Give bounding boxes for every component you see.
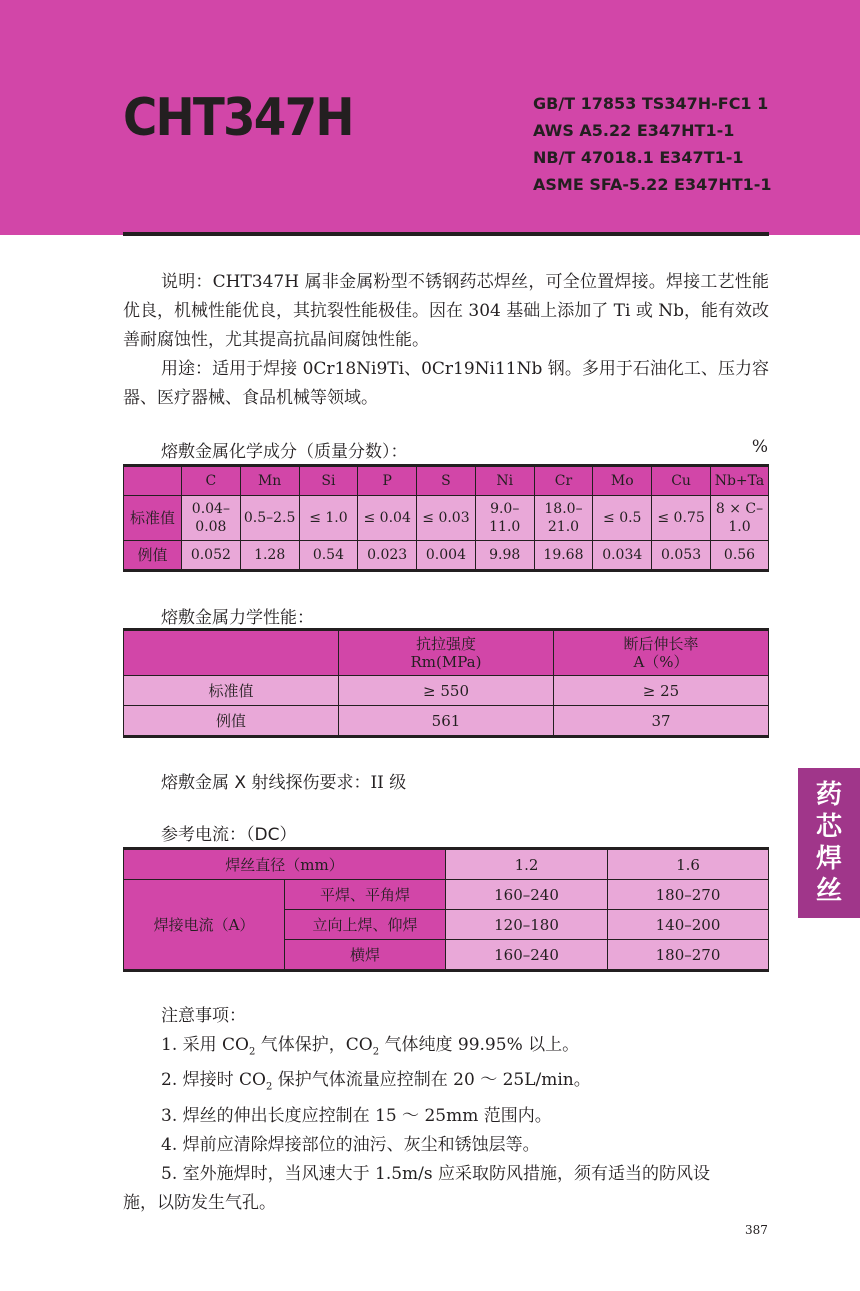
note-4: 4. 焊前应清除焊接部位的油污、灰尘和锈蚀层等。: [161, 1134, 540, 1155]
chem-cell: 19.68: [534, 541, 593, 571]
chem-header-ni: Ni: [475, 466, 534, 496]
mech-cell: 37: [554, 706, 769, 737]
note-1-part: 气体保护，CO: [255, 1035, 373, 1055]
standard-asme: ASME SFA-5.22 E347HT1-1: [533, 175, 772, 194]
chem-header-si: Si: [299, 466, 358, 496]
side-tab: [798, 768, 860, 918]
mech-header-elongation-line2: A（%）: [633, 653, 689, 671]
note-2-sub: 2: [265, 1081, 273, 1093]
current-cell: 180–270: [608, 880, 769, 910]
current-cell: 160–240: [446, 880, 608, 910]
description-label: 说明：: [161, 272, 213, 292]
chem-header-c: C: [182, 466, 241, 496]
chem-cell: 8 × C–1.0: [711, 496, 769, 541]
mech-header-elongation-line1: 断后伸长率: [623, 635, 699, 653]
note-2-part: 2. 焊接时 CO: [161, 1070, 266, 1091]
header-banner: [0, 0, 860, 235]
product-title: CHT347H: [123, 88, 353, 148]
mech-cell: ≥ 550: [339, 676, 554, 706]
mech-example-row: [124, 706, 769, 737]
mech-header-row: [124, 630, 769, 676]
side-tab-char: 芯: [815, 812, 842, 842]
chemistry-table: [123, 464, 769, 572]
chem-cell: 0.56: [711, 541, 769, 571]
standard-aws: AWS A5.22 E347HT1-1: [533, 121, 735, 140]
current-table: [123, 847, 769, 972]
chem-cell: 0.034: [593, 541, 652, 571]
current-dia-row: [124, 849, 769, 880]
chem-header-s: S: [417, 466, 476, 496]
mech-header-blank: [124, 630, 339, 676]
chem-cell: 0.053: [652, 541, 711, 571]
chem-header-cr: Cr: [534, 466, 593, 496]
usage-paragraph: [123, 355, 769, 413]
chem-cell: 18.0–21.0: [534, 496, 593, 541]
chem-cell: 9.98: [475, 541, 534, 571]
note-5-continued: 施，以防发生气孔。: [123, 1192, 276, 1213]
chem-cell: 0.04–0.08: [182, 496, 241, 541]
chem-cell: ≤ 0.03: [417, 496, 476, 541]
side-tab-char: 丝: [815, 876, 842, 906]
chem-cell: ≤ 1.0: [299, 496, 358, 541]
standards-list: [533, 90, 772, 198]
side-tab-char: 药: [815, 780, 842, 810]
current-cell: 160–240: [446, 940, 608, 971]
page-number: 387: [745, 1223, 768, 1237]
chem-header-row: [124, 466, 769, 496]
notes-title: 注意事项：: [161, 1006, 246, 1026]
chem-cell: ≤ 0.04: [358, 496, 417, 541]
chem-example-row: [124, 541, 769, 571]
description-paragraph: [123, 268, 769, 355]
xray-value: II 级: [370, 773, 407, 793]
chem-header-blank: [124, 466, 182, 496]
mech-row-label: 标准值: [124, 676, 339, 706]
note-1: [161, 1031, 769, 1066]
mech-header-elongation: [554, 630, 769, 676]
dia-label: 焊丝直径（mm）: [124, 849, 446, 880]
current-cell: 140–200: [608, 910, 769, 940]
current-type: （DC）: [246, 825, 297, 845]
chem-header-mo: Mo: [593, 466, 652, 496]
mech-standard-row: [124, 676, 769, 706]
mech-title: 熔敷金属力学性能：: [161, 608, 314, 628]
note-1-sub: 2: [372, 1046, 380, 1058]
chem-cell: 0.54: [299, 541, 358, 571]
chem-standard-row: [124, 496, 769, 541]
mech-cell: ≥ 25: [554, 676, 769, 706]
mech-header-tensile-line2: Rm(MPa): [410, 653, 482, 671]
note-2-part: 保护气体流量应控制在 20 ～ 25L/min。: [272, 1070, 591, 1091]
chem-header-nbta: Nb+Ta: [711, 466, 769, 496]
usage-text: 适用于焊接 0Cr18Ni9Ti、0Cr19Ni11Nb 钢。多用于石油化工、压力容器、医疗器械、食品机械等领域。: [123, 359, 770, 408]
mech-cell: 561: [339, 706, 554, 737]
note-2: [161, 1066, 769, 1101]
chem-unit: %: [751, 437, 768, 457]
xray-label: 熔敷金属 X 射线探伤要求：: [161, 773, 371, 793]
usage-label: 用途：: [161, 359, 213, 379]
standard-nb: NB/T 47018.1 E347T1-1: [533, 148, 744, 167]
current-cell: 120–180: [446, 910, 608, 940]
chem-cell: 0.5–2.5: [240, 496, 299, 541]
current-cell: 180–270: [608, 940, 769, 971]
current-title-line: [161, 820, 296, 845]
description-text: CHT347H 属非金属粉型不锈钢药芯焊丝，可全位置焊接。焊接工艺性能优良，机械性能优良，其抗裂性能极佳。因在 304 基础上添加了 Ti 或 Nb，能有效改善耐腐蚀性，尤其提高抗晶间腐蚀性能。: [123, 272, 769, 350]
mech-header-tensile: [339, 630, 554, 676]
current-row: [124, 880, 769, 910]
standard-gb: GB/T 17853 TS347H-FC1 1: [533, 94, 769, 113]
chem-title: 熔敷金属化学成分（质量分数）：: [161, 442, 408, 462]
chem-cell: 1.28: [240, 541, 299, 571]
mech-row-label: 例值: [124, 706, 339, 737]
chem-cell: 0.052: [182, 541, 241, 571]
chem-row-label: 例值: [124, 541, 182, 571]
chem-cell: 0.023: [358, 541, 417, 571]
position-label: 横焊: [285, 940, 446, 971]
dia-value: 1.2: [446, 849, 608, 880]
chem-header-mn: Mn: [240, 466, 299, 496]
chem-cell: 9.0–11.0: [475, 496, 534, 541]
chem-cell: ≤ 0.5: [593, 496, 652, 541]
note-1-sub: 2: [248, 1046, 256, 1058]
chem-header-cu: Cu: [652, 466, 711, 496]
chem-cell: ≤ 0.75: [652, 496, 711, 541]
current-title: 参考电流：: [161, 825, 246, 845]
header-rule: [123, 232, 769, 236]
position-label: 立向上焊、仰焊: [285, 910, 446, 940]
position-label: 平焊、平角焊: [285, 880, 446, 910]
mech-header-tensile-line1: 抗拉强度: [415, 635, 476, 653]
current-group-label: 焊接电流（A）: [124, 880, 285, 971]
note-1-part: 气体纯度 99.95% 以上。: [379, 1035, 580, 1055]
note-5: 5. 室外施焊时，当风速大于 1.5m/s 应采取防风措施，须有适当的防风设: [161, 1163, 711, 1184]
chem-header-p: P: [358, 466, 417, 496]
side-tab-char: 焊: [815, 844, 842, 874]
dia-value: 1.6: [608, 849, 769, 880]
chem-row-label: 标准值: [124, 496, 182, 541]
xray-requirement: [161, 768, 406, 793]
notes-section: [123, 1002, 769, 1218]
chem-cell: 0.004: [417, 541, 476, 571]
mechanical-table: [123, 628, 769, 738]
note-1-part: 1. 采用 CO: [161, 1035, 249, 1055]
note-3: 3. 焊丝的伸出长度应控制在 15 ～ 25mm 范围内。: [161, 1105, 552, 1126]
